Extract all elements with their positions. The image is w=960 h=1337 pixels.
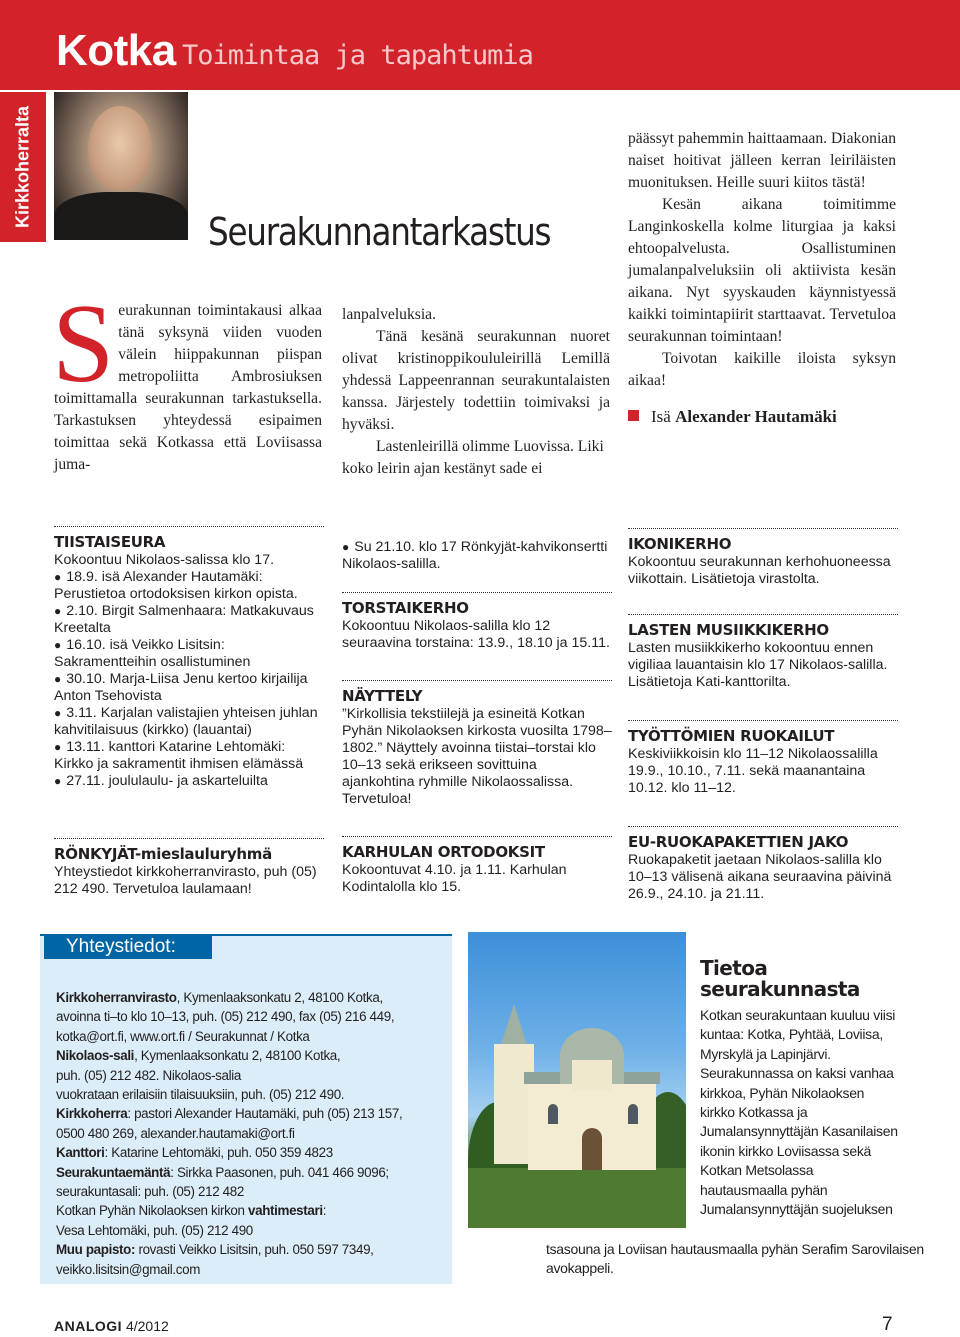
contact-line: : pastori Alexander Hautamäki, puh (05) 213 157, — [127, 1106, 403, 1122]
contact-line: kotka@ort.fi, www.ort.fi / Seurakunnat / Kotka — [56, 1028, 310, 1044]
article-col1-text: eurakunnan toimintakausi alkaa tänä syksynä viiden vuoden välein hiippakunnan piispan metropoliitta Ambrosiuksen toimittamalla seurakunnan tarkastuksella. Tarkastuksen yhteydessä esipaimen toimittaa sekä Kotkassa että Loviisassa juma- — [54, 302, 322, 473]
article-column-2 — [342, 304, 610, 480]
magazine-issue: 4/2012 — [122, 1318, 169, 1334]
article-paragraph: lanpalveluksia. — [342, 306, 436, 323]
article-paragraph: Lastenleirillä olimme Luovissa. Liki koko leirin ajan kestänyt sade ei — [342, 438, 604, 477]
event-title: TORSTAIKERHO — [342, 599, 469, 617]
contact-label: Yhteystiedot: — [44, 935, 212, 959]
article-column-1 — [52, 282, 322, 476]
event-tiistaiseura — [54, 526, 324, 790]
contact-line: 0500 480 269, alexander.hautamaki@ort.fi — [56, 1125, 295, 1141]
event-intro: Kokoontuu Nikolaos-salissa klo 17. — [54, 552, 275, 568]
article-paragraph: Tänä kesänä seurakunnan nuoret olivat kristinoppikoululeirillä Lemillä yhdessä Lappeenrannan seurakuntalaisten kanssa. Järjestely todettiin toimivaksi ja hyväksi. — [342, 328, 610, 433]
event-title: NÄYTTELY — [342, 687, 423, 705]
dotted-divider — [54, 526, 324, 527]
event-title: KARHULAN ORTODOKSIT — [342, 843, 545, 861]
event-item: ● 18.9. isä Alexander Hautamäki: Perustietoa ortodoksisen kirkon opista. — [54, 569, 324, 603]
event-item: ● 16.10. isä Veikko Lisitsin: Sakramentteihin osallistuminen — [54, 637, 324, 671]
signature-name: Alexander Hautamäki — [675, 407, 837, 426]
contact-line: : — [322, 1203, 327, 1219]
dotted-divider — [628, 720, 898, 721]
contact-line: seurakuntasali: puh. (05) 212 482 — [56, 1184, 244, 1200]
info-title-line: Tietoa — [700, 956, 768, 980]
dotted-divider — [342, 836, 612, 837]
contact-bold: Nikolaos-sali — [56, 1048, 135, 1064]
event-title: TIISTAISEURA — [54, 533, 166, 551]
square-bullet-icon — [628, 410, 639, 421]
priest-portrait — [54, 92, 188, 240]
event-item: ● Su 21.10. klo 17 Rönkyjät-kahvikonsertti Nikolaos-salilla. — [342, 539, 612, 573]
contact-line: rovasti Veikko Lisitsin, puh. 050 597 7349, — [135, 1242, 374, 1258]
side-tab-label: Kirkkoherralta — [12, 105, 33, 229]
footer-magazine — [54, 1318, 169, 1334]
info-text: Kotkan seurakuntaan kuuluu viisi kuntaa: Kotka, Pyhtää, Loviisa, Myrskylä ja Lapinjärvi. Seurakunnassa on kaksi vanhaa kirkkoa, Pyhän Nikolaoksen kirkko Kotkassa ja Jumalansynnyttäjän Kasanilaisen ikonin kirkko Loviisassa sekä Kotkan Metsolassa hautausmaalla pyhän Jumalansynnyttäjän suojeluksen — [700, 1007, 898, 1218]
event-title: TYÖTTÖMIEN RUOKAILUT — [628, 727, 835, 745]
article-title: Seurakunnantarkastus — [208, 210, 551, 254]
church-window — [548, 1104, 558, 1124]
contact-line: veikko.lisitsin@gmail.com — [56, 1261, 200, 1277]
contact-bold: Kirkkoherranvirasto — [56, 990, 177, 1005]
contact-line: : Katarine Lehtomäki, puh. 050 359 4823 — [104, 1145, 333, 1161]
contact-line: Vesa Lehtomäki, puh. (05) 212 490 — [56, 1222, 253, 1238]
event-nayttely — [342, 680, 612, 808]
church-window — [628, 1104, 638, 1124]
article-paragraph: Kesän aikana toimitimme Langinkoskella kolme liturgiaa ja kaksi ehtoopalvelusta. Osallistuminen jumalanpalveluksiin oli aktiivista kesän aikana. Nyt syyskauden käynnistyessä kaikki toimintapiirit starttaavat. Tervetuloa seurakunnan toimintaan! — [628, 196, 896, 345]
contact-line: avoinna ti–to klo 10–13, puh. (05) 212 490, fax (05) 216 449, — [56, 1009, 395, 1025]
event-text: Kokoontuvat 4.10. ja 1.11. Karhulan Kodintalolla klo 15. — [342, 862, 567, 895]
contact-line: vuokrataan erilaisiin tilaisuuksiin, puh. (05) 212 490. — [56, 1087, 345, 1103]
event-ronkyjat — [54, 838, 324, 898]
event-title: IKONIKERHO — [628, 535, 732, 553]
contact-bold: Muu papisto: — [56, 1242, 136, 1258]
church-spire — [500, 1004, 528, 1048]
contact-line: puh. (05) 212 482. Nikolaos-salia — [56, 1067, 241, 1083]
event-text: Ruokapaketit jaetaan Nikolaos-salilla klo 10–13 välisenä aikana seuraavina päivinä 26.9., 24.10. ja 21.11. — [628, 852, 892, 902]
event-item: ● 3.11. Karjalan valistajien yhteisen juhlan kahvitilaisuus (kirkko) (lauantai) — [54, 705, 324, 739]
dotted-divider — [628, 528, 898, 529]
event-text: Yhteystiedot kirkkoherranvirasto, puh (05) 212 490. Tervetuloa laulamaan! — [54, 864, 317, 897]
signature-prefix: Isä — [651, 407, 671, 426]
event-text: Kokoontuu seurakunnan kerhohuoneessa viikottain. Lisätietoja virastolta. — [628, 554, 891, 587]
event-text: ”Kirkollisia tekstiilejä ja esineitä Kotkan Pyhän Nikolaoksen kirkosta vuosilta 1798–1802.” Näyttely avoinna tiistai–torstai klo 10–13 sekä erikseen sovittuina ajankohtina ryhmille Nikolaossalissa. Tervetuloa! — [342, 706, 612, 807]
event-title: EU-RUOKAPAKETTIEN JAKO — [628, 833, 849, 851]
dotted-divider — [342, 592, 612, 593]
event-title: LASTEN MUSIIKKIKERHO — [628, 621, 829, 639]
event-item: ● 2.10. Birgit Salmenhaara: Matkakuvaus Kreetalta — [54, 603, 324, 637]
church-photo — [468, 932, 686, 1228]
header-subtitle: Toimintaa ja tapahtumia — [182, 40, 533, 71]
portrait-body — [54, 192, 188, 240]
event-item: ● 13.11. kanttori Katarine Lehtomäki: Kirkko ja sakramentit ihmisen elämässä — [54, 739, 324, 773]
dotted-divider — [54, 838, 324, 839]
event-title: RÖNKYJÄT-mieslauluryhmä — [54, 845, 272, 863]
contact-bold: Seurakuntaemäntä — [56, 1164, 171, 1180]
event-item: ● 27.11. joululaulu- ja askarteluilta — [54, 773, 324, 790]
info-text-tail: tsasouna ja Loviisan hautausmaalla pyhän Serafim Sarovilaisen avokappeli. — [546, 1241, 924, 1277]
article-paragraph: päässyt pahemmin haittaamaan. Diakonian naiset hoitivat jälleen kerran leiriläisten muonituksen. Heille suuri kiitos tästä! — [628, 130, 896, 191]
dotted-divider — [628, 826, 898, 827]
event-musiikkikerho — [628, 614, 898, 691]
event-text: Keskiviikkoisin klo 11–12 Nikolaossalilla 19.9., 10.10., 7.11. sekä maanantaina 10.12. klo 11–12. — [628, 746, 878, 796]
contact-bold: Kanttori — [56, 1145, 105, 1161]
event-su — [342, 539, 612, 573]
contact-line: , Kymenlaaksonkatu 2, 48100 Kotka, — [134, 1048, 341, 1064]
event-karhula — [342, 836, 612, 896]
contact-bold: vahtimestari — [248, 1203, 323, 1219]
church-drum — [572, 1060, 612, 1090]
article-paragraph: Toivotan kaikille iloista syksyn aikaa! — [628, 350, 896, 389]
info-title — [700, 958, 860, 1000]
portrait-face — [88, 106, 152, 190]
header-title: Kotka — [56, 26, 176, 75]
grass — [468, 1168, 686, 1228]
event-item: ● 30.10. Marja-Liisa Jenu kertoo kirjailija Anton Tsehovista — [54, 671, 324, 705]
dotted-divider — [628, 614, 898, 615]
magazine-name: ANALOGI — [54, 1318, 123, 1334]
event-torstaikerho — [342, 592, 612, 652]
event-eu-ruokapaketit — [628, 826, 898, 903]
event-ikonikerho — [628, 528, 898, 588]
church-door — [582, 1128, 602, 1170]
contact-text — [56, 988, 446, 1279]
side-tab — [0, 92, 46, 242]
info-title-line: seurakunnasta — [700, 977, 860, 1001]
page-number: 7 — [882, 1314, 893, 1335]
contact-line: Kotkan Pyhän Nikolaoksen kirkon — [56, 1203, 249, 1219]
event-text: Lasten musiikkikerho kokoontuu ennen vigiliaa lauantaisin klo 17 Nikolaos-salilla. Lisätietoja Kati-kanttorilta. — [628, 640, 888, 690]
article-column-3 — [628, 128, 896, 428]
signature — [628, 406, 896, 428]
contact-bold: Kirkkoherra — [56, 1106, 128, 1122]
dotted-divider — [342, 680, 612, 681]
contact-line: : Sirkka Paasonen, puh. 041 466 9096; — [170, 1164, 389, 1180]
contact-line: , Kymenlaaksonkatu 2, 48100 Kotka, — [176, 990, 383, 1005]
event-ruokailut — [628, 720, 898, 797]
drop-cap: S — [52, 282, 115, 406]
event-text: Kokoontuu Nikolaos-salilla klo 12 seuraavina torstaina: 13.9., 18.10 ja 15.11. — [342, 618, 610, 651]
